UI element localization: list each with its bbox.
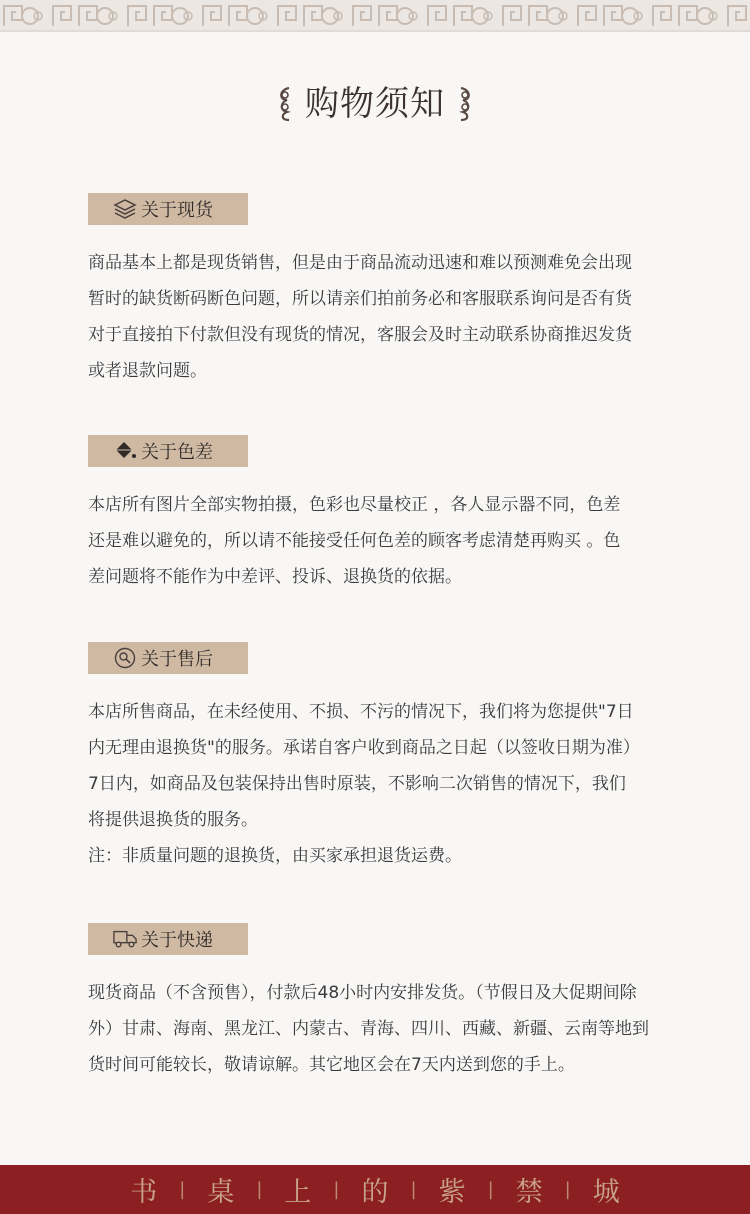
text-line: 暂时的缺货断码断色问题，所以请亲们拍前务必和客服联系询问是否有货 (88, 289, 632, 309)
section-body (88, 975, 688, 1083)
footer-char: 上 (284, 1177, 312, 1208)
text-line: 对于直接拍下付款但没有现货的情况，客服会及时主动联系协商推迟发货 (88, 325, 632, 345)
text-line: 本店所有图片全部实物拍摄，色彩也尽量校正 ，各人显示器不同，色差 (88, 495, 621, 515)
section-color-difference (88, 435, 688, 595)
fret-motif (379, 6, 446, 26)
fret-motif (4, 6, 71, 26)
section-stock (88, 193, 688, 389)
footer-separator: | (333, 1179, 340, 1200)
section-tag (88, 435, 248, 467)
text-line: 差问题将不能作为中差评、投诉、退换货的依据。 (88, 567, 462, 587)
text-line: 或者退款问题。 (88, 361, 207, 381)
section-tag (88, 193, 248, 225)
text-line: 现货商品（不含预售），付款后48小时内安排发货。（节假日及大促期间除 (88, 983, 637, 1003)
footer-char: 禁 (515, 1177, 543, 1208)
footer-separator: | (564, 1179, 571, 1200)
fret-motif (529, 6, 596, 26)
scroll-ornament-left-icon (273, 84, 297, 124)
page-title: 购物须知 (305, 84, 445, 124)
footer-char: 城 (592, 1177, 620, 1208)
fret-motif (304, 6, 371, 26)
text-line: 将提供退换货的服务。 (88, 810, 258, 830)
text-line: 本店所售商品，在未经使用、不损、不污的情况下，我们将为您提供"7日 (88, 702, 634, 722)
section-tag-label: 关于色差 (141, 442, 213, 463)
section-tag-label: 关于售后 (141, 649, 213, 670)
layers-icon (113, 197, 137, 221)
footer-char: 的 (361, 1177, 389, 1208)
section-tag (88, 642, 248, 674)
footer-char: 书 (130, 1177, 158, 1208)
title-bar (0, 78, 750, 130)
search-icon (113, 646, 137, 670)
section-tag (88, 923, 248, 955)
section-body (88, 487, 688, 595)
fret-motif (604, 6, 671, 26)
section-tag-label: 关于现货 (141, 200, 213, 221)
text-line: 外）甘肃、海南、黑龙江、内蒙古、青海、四川、西藏、新疆、云南等地到 (88, 1019, 649, 1039)
text-line: 还是难以避免的，所以请不能接受任何色差的顾客考虑清楚再购买 。色 (88, 531, 621, 551)
fret-motif (79, 6, 146, 26)
fret-motif (679, 6, 746, 26)
fret-motif (454, 6, 521, 26)
text-line: 商品基本上都是现货销售，但是由于商品流动迅速和难以预测难免会出现 (88, 253, 632, 273)
footer-banner (0, 1165, 750, 1214)
section-body (88, 245, 688, 389)
fret-motif (229, 6, 296, 26)
footer-separator: | (256, 1179, 263, 1200)
footer-separator: | (179, 1179, 186, 1200)
section-delivery (88, 923, 688, 1083)
footer-separator: | (410, 1179, 417, 1200)
text-line: 7日内，如商品及包装保持出售时原装，不影响二次销售的情况下，我们 (88, 774, 626, 794)
text-line: 货时间可能较长，敬请谅解。其它地区会在7天内送到您的手上。 (88, 1055, 575, 1075)
fret-pattern (0, 0, 750, 32)
truck-icon (113, 927, 137, 951)
section-body (88, 694, 688, 874)
footer-char: 桌 (207, 1177, 235, 1208)
scroll-ornament-right-icon (453, 84, 477, 124)
section-tag-label: 关于快递 (141, 930, 213, 951)
footer-separator: | (487, 1179, 494, 1200)
paint-bucket-icon (113, 439, 137, 463)
footer-char: 紫 (438, 1177, 466, 1208)
text-line: 注：非质量问题的退换货，由买家承担退货运费。 (88, 846, 462, 866)
top-decorative-border (0, 0, 750, 32)
section-after-sales (88, 642, 688, 874)
fret-motif (154, 6, 221, 26)
text-line: 内无理由退换货"的服务。承诺自客户收到商品之日起（以签收日期为准） (88, 738, 640, 758)
